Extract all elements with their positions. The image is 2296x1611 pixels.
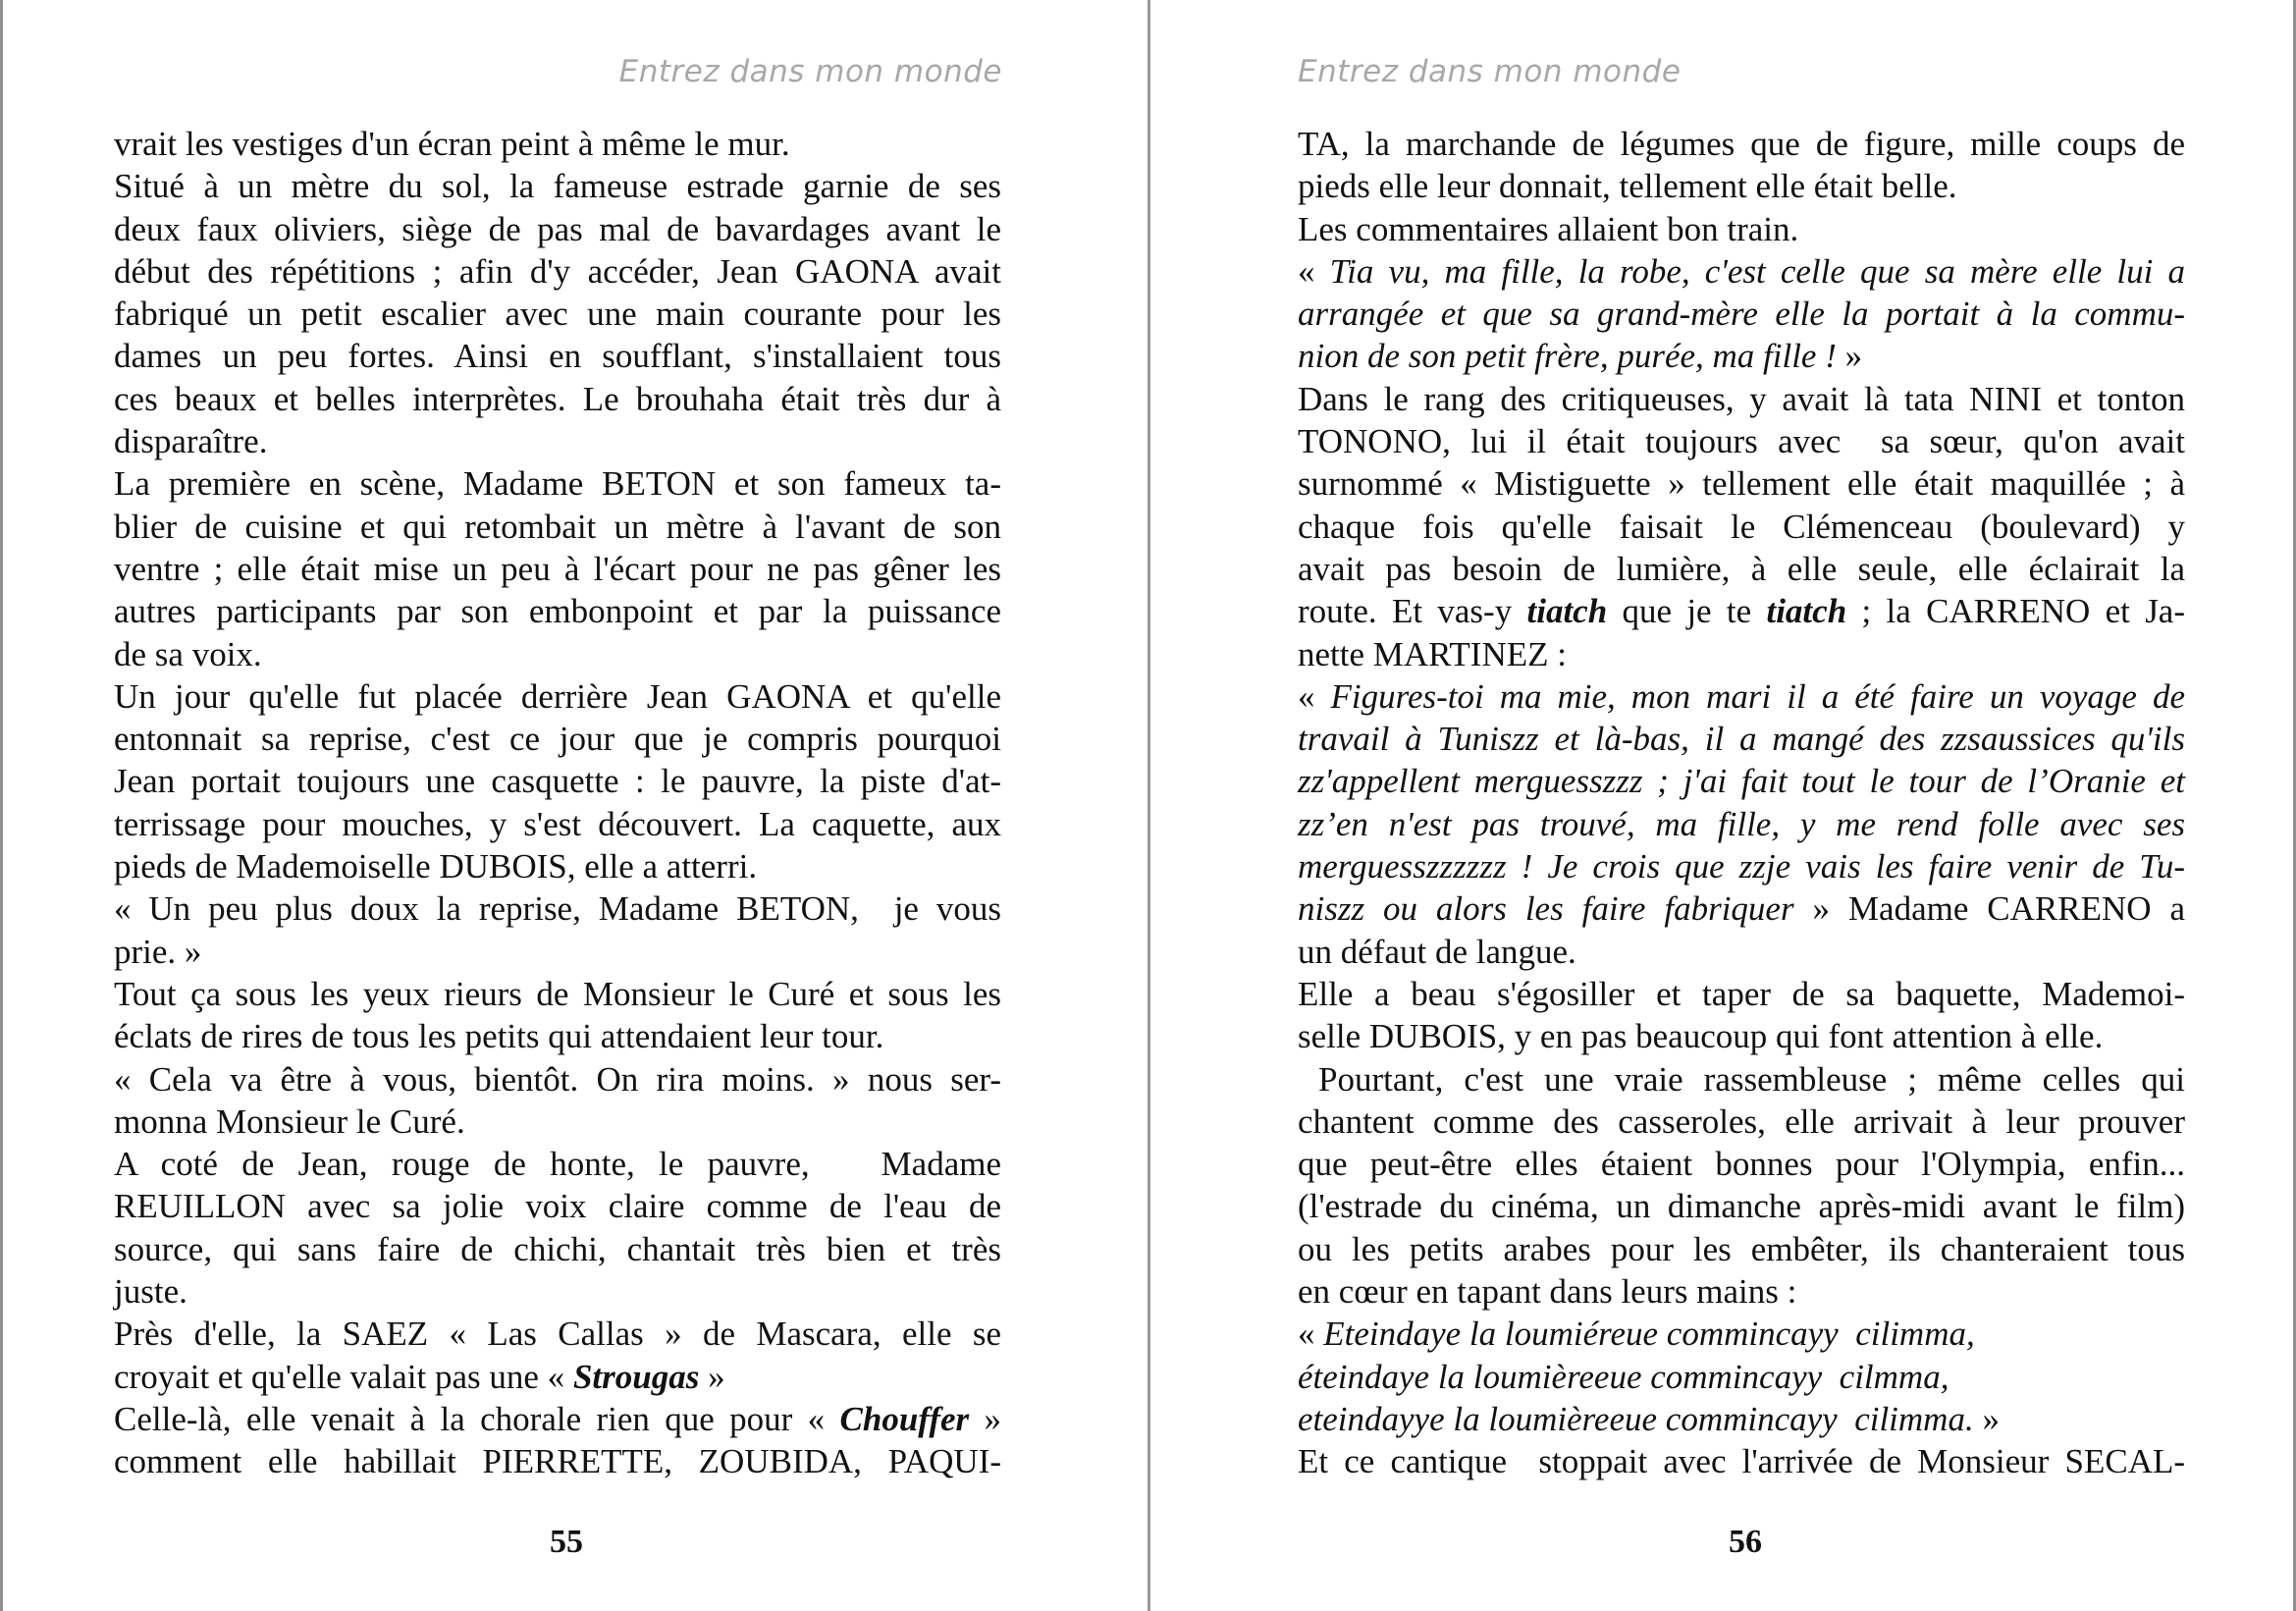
text-line [1298,165,2185,207]
text-line [114,420,1001,462]
text-line [1298,1015,2185,1057]
text-run: un défaut de langue. [1298,932,1576,971]
text-run: Dans le rang des critiqueuses, y avait là tata NINI et tonton [1298,379,2185,418]
text-run: chantent comme des casseroles, elle arrivait à leur prouver [1298,1101,2185,1141]
italic-quote: Tia vu, ma fille, la robe, c'est celle que sa mère elle lui a [1329,251,2185,291]
text-line [1298,931,2185,973]
text-line [114,590,1001,632]
text-line [1298,590,2185,632]
text-run: Et ce cantique stoppait avec l'arrivée de Monsieur SECAL- [1298,1442,2185,1481]
text-line [1298,420,2185,462]
italic-quote: merguesszzzzzz ! Je crois que zzje vais les faire venir de Tu- [1298,847,2185,886]
emphasis-word: Strougas [572,1357,700,1396]
text-run: » Madame CARRENO a [1793,889,2185,929]
text-line [114,208,1001,250]
text-line [114,165,1001,207]
text-line [1298,1143,2185,1185]
text-line [1298,1356,2185,1398]
italic-quote: éteindaye la loumièreeue commincayy cilmma, [1298,1357,1949,1396]
text-run: croyait et qu'elle valait pas une « [114,1357,573,1396]
text-line [114,123,1001,165]
text-line [114,506,1001,548]
text-line [1298,293,2185,335]
text-line [114,718,1001,760]
text-run: pieds elle leur donnait, tellement elle était belle. [1298,167,1957,206]
text-run: Les commentaires allaient bon train. [1298,209,1799,248]
text-run: entonnait sa reprise, c'est ce jour que je compris pourquoi [114,720,1001,759]
text-run: REUILLON avec sa jolie voix claire comme de l'eau de [114,1187,1001,1226]
text-line [1298,1185,2185,1227]
text-run: A coté de Jean, rouge de honte, le pauvre, Madame [114,1145,1001,1184]
text-run: » [699,1357,725,1396]
text-line [114,378,1001,420]
text-line [114,462,1001,505]
text-line [1298,675,2185,718]
text-run: La première en scène, Madame BETON et son fameux ta- [114,464,1001,504]
text-run: fabriqué un petit escalier avec une main courante pour les [114,295,1001,334]
text-run: « [1298,1315,1324,1354]
italic-quote: Figures-toi ma mie, mon mari il a été faire un voyage de [1330,676,2185,716]
text-run: TA, la marchande de légumes que de figure, mille coups de [1298,125,2185,163]
text-line [1298,1398,2185,1440]
text-line [1298,548,2185,590]
running-head: Entrez dans mon monde [1298,54,1682,89]
text-run: TONONO, lui il était toujours avec sa sœur, qu'on avait [1298,422,2185,461]
text-run: ces beaux et belles interprètes. Le brouhaha était très dur à [114,379,1001,418]
page-body-text [1298,123,2185,1483]
text-line [114,1440,1001,1482]
text-run: Pourtant, c'est une vraie rassembleuse ; même celles qui [1298,1059,2185,1099]
text-line [1298,1440,2185,1482]
text-line [114,1398,1001,1440]
text-run: ; la CARRENO et Ja- [1846,592,2186,631]
text-line [1298,1101,2185,1143]
italic-quote: eteindayye la loumièreeue commincayy cilimma. [1298,1399,1974,1438]
text-run: début des répétitions ; afin d'y accéder, Jean GAONA avait [114,251,1001,291]
text-line [1298,803,2185,845]
text-run: Elle a beau s'égosiller et taper de sa baquette, Mademoi- [1298,974,2185,1013]
text-run: deux faux oliviers, siège de pas mal de bavardages avant le [114,209,1001,248]
text-line [114,1058,1001,1101]
text-run: nette MARTINEZ : [1298,634,1567,673]
text-run: autres participants par son embonpoint et par la puissance [114,592,1001,631]
text-run: » [1973,1399,2000,1438]
text-run: blier de cuisine et qui retombait un mètre à l'avant de son [114,507,1001,546]
text-line [114,845,1001,887]
text-run: « [1298,251,1330,291]
text-line [1298,633,2185,675]
text-line [114,1270,1001,1313]
right-page [1150,0,2296,1611]
emphasis-word: Chouffer [839,1399,970,1438]
page-number: 56 [1729,1524,1762,1560]
text-run: prie. » [114,932,202,971]
text-run: « [1298,676,1331,716]
italic-quote: Eteindaye la loumiéreue commincayy cilimma, [1323,1315,1975,1354]
emphasis-word: tiatch [1766,592,1847,631]
text-line [1298,1313,2185,1355]
page-number: 55 [550,1524,583,1560]
text-line [114,293,1001,335]
text-run: que je te [1607,592,1767,631]
text-run: terrissage pour mouches, y s'est découvert. La caquette, aux [114,804,1001,843]
text-line [1298,1228,2185,1270]
text-line [114,887,1001,930]
text-line [1298,123,2185,165]
text-line [1298,973,2185,1015]
italic-quote: arrangée et que sa grand-mère elle la portait à la commu- [1298,295,2185,334]
text-run: avait pas besoin de lumière, à elle seule, elle éclairait la [1298,549,2185,588]
text-run: comment elle habillait PIERRETTE, ZOUBIDA, PAQUI- [114,1442,1001,1481]
text-line [1298,208,2185,250]
text-line [1298,378,2185,420]
italic-quote: nion de son petit frère, purée, ma fille ! [1298,337,1837,376]
text-line [114,760,1001,802]
text-line [114,1015,1001,1057]
text-run: en cœur en tapant dans leurs mains : [1298,1272,1797,1312]
text-line [1298,335,2185,377]
text-run: Près d'elle, la SAEZ « Las Callas » de Mascara, elle se [114,1315,1001,1354]
text-run: disparaître. [114,422,268,461]
text-run: vrait les vestiges d'un écran peint à même le mur. [114,125,790,163]
text-line [1298,718,2185,760]
text-run: route. Et vas-y [1298,592,1527,631]
text-line [114,1228,1001,1270]
text-run: Celle-là, elle venait à la chorale rien que pour « [114,1399,840,1438]
text-run: monna Monsieur le Curé. [114,1101,465,1141]
text-line [114,1101,1001,1143]
text-run: ou les petits arabes pour les embêter, ils chanteraient tous [1298,1229,2185,1268]
running-head: Entrez dans mon monde [618,54,1002,89]
italic-quote: zz’en n'est pas trouvé, ma fille, y me rend folle avec ses [1298,804,2185,843]
text-run: de sa voix. [114,634,262,673]
text-line [114,1356,1001,1398]
text-line [1298,760,2185,802]
text-line [114,675,1001,718]
text-line [114,1143,1001,1185]
text-run: « Cela va être à vous, bientôt. On rira moins. » nous ser- [114,1059,1001,1099]
text-run: » [1836,337,1863,376]
text-line [114,1185,1001,1227]
text-run: surnommé « Mistiguette » tellement elle était maquillée ; à [1298,464,2185,504]
text-run: pieds de Mademoiselle DUBOIS, elle a atterri. [114,847,758,886]
italic-quote: niszz ou alors les faire fabriquer [1298,889,1794,929]
text-run: Jean portait toujours une casquette : le pauvre, la piste d'at- [114,762,1001,801]
text-line [114,335,1001,377]
text-line [114,931,1001,973]
text-line [1298,845,2185,887]
text-line [1298,462,2185,505]
text-run: Tout ça sous les yeux rieurs de Monsieur le Curé et sous les [114,974,1001,1013]
text-line [114,548,1001,590]
italic-quote: travail à Tuniszz et là-bas, il a mangé des zzsaussices qu'ils [1298,720,2185,759]
italic-quote: zz'appellent merguesszzz ; j'ai fait tout le tour de l’Oranie et [1298,762,2185,801]
text-run: ventre ; elle était mise un peu à l'écart pour ne pas gêner les [114,549,1001,588]
text-run: que peut-être elles étaient bonnes pour l'Olympia, enfin... [1298,1145,2185,1184]
emphasis-word: tiatch [1526,592,1608,631]
text-line [1298,1270,2185,1313]
text-run: (l'estrade du cinéma, un dimanche après-midi avant le film) [1298,1187,2185,1226]
text-line [1298,250,2185,293]
text-run: Un jour qu'elle fut placée derrière Jean GAONA et qu'elle [114,676,1001,716]
page-body-text [114,123,1001,1483]
text-run: Situé à un mètre du sol, la fameuse estrade garnie de ses [114,167,1001,206]
text-line [1298,506,2185,548]
text-run: éclats de rires de tous les petits qui attendaient leur tour. [114,1017,884,1056]
text-line [114,250,1001,293]
text-run: « Un peu plus doux la reprise, Madame BETON, je vous [114,889,1001,929]
text-line [114,1313,1001,1355]
text-run: selle DUBOIS, y en pas beaucoup qui font attention à elle. [1298,1017,2104,1056]
text-line [114,803,1001,845]
text-line [114,633,1001,675]
text-line [1298,1058,2185,1101]
text-line [1298,887,2185,930]
text-run: source, qui sans faire de chichi, chantait très bien et très [114,1229,1001,1268]
text-line [114,973,1001,1015]
text-run: chaque fois qu'elle faisait le Clémenceau (boulevard) y [1298,507,2185,546]
text-run: » [969,1399,1001,1438]
text-run: dames un peu fortes. Ainsi en soufflant, s'installaient tous [114,337,1001,376]
text-run: juste. [114,1272,187,1312]
